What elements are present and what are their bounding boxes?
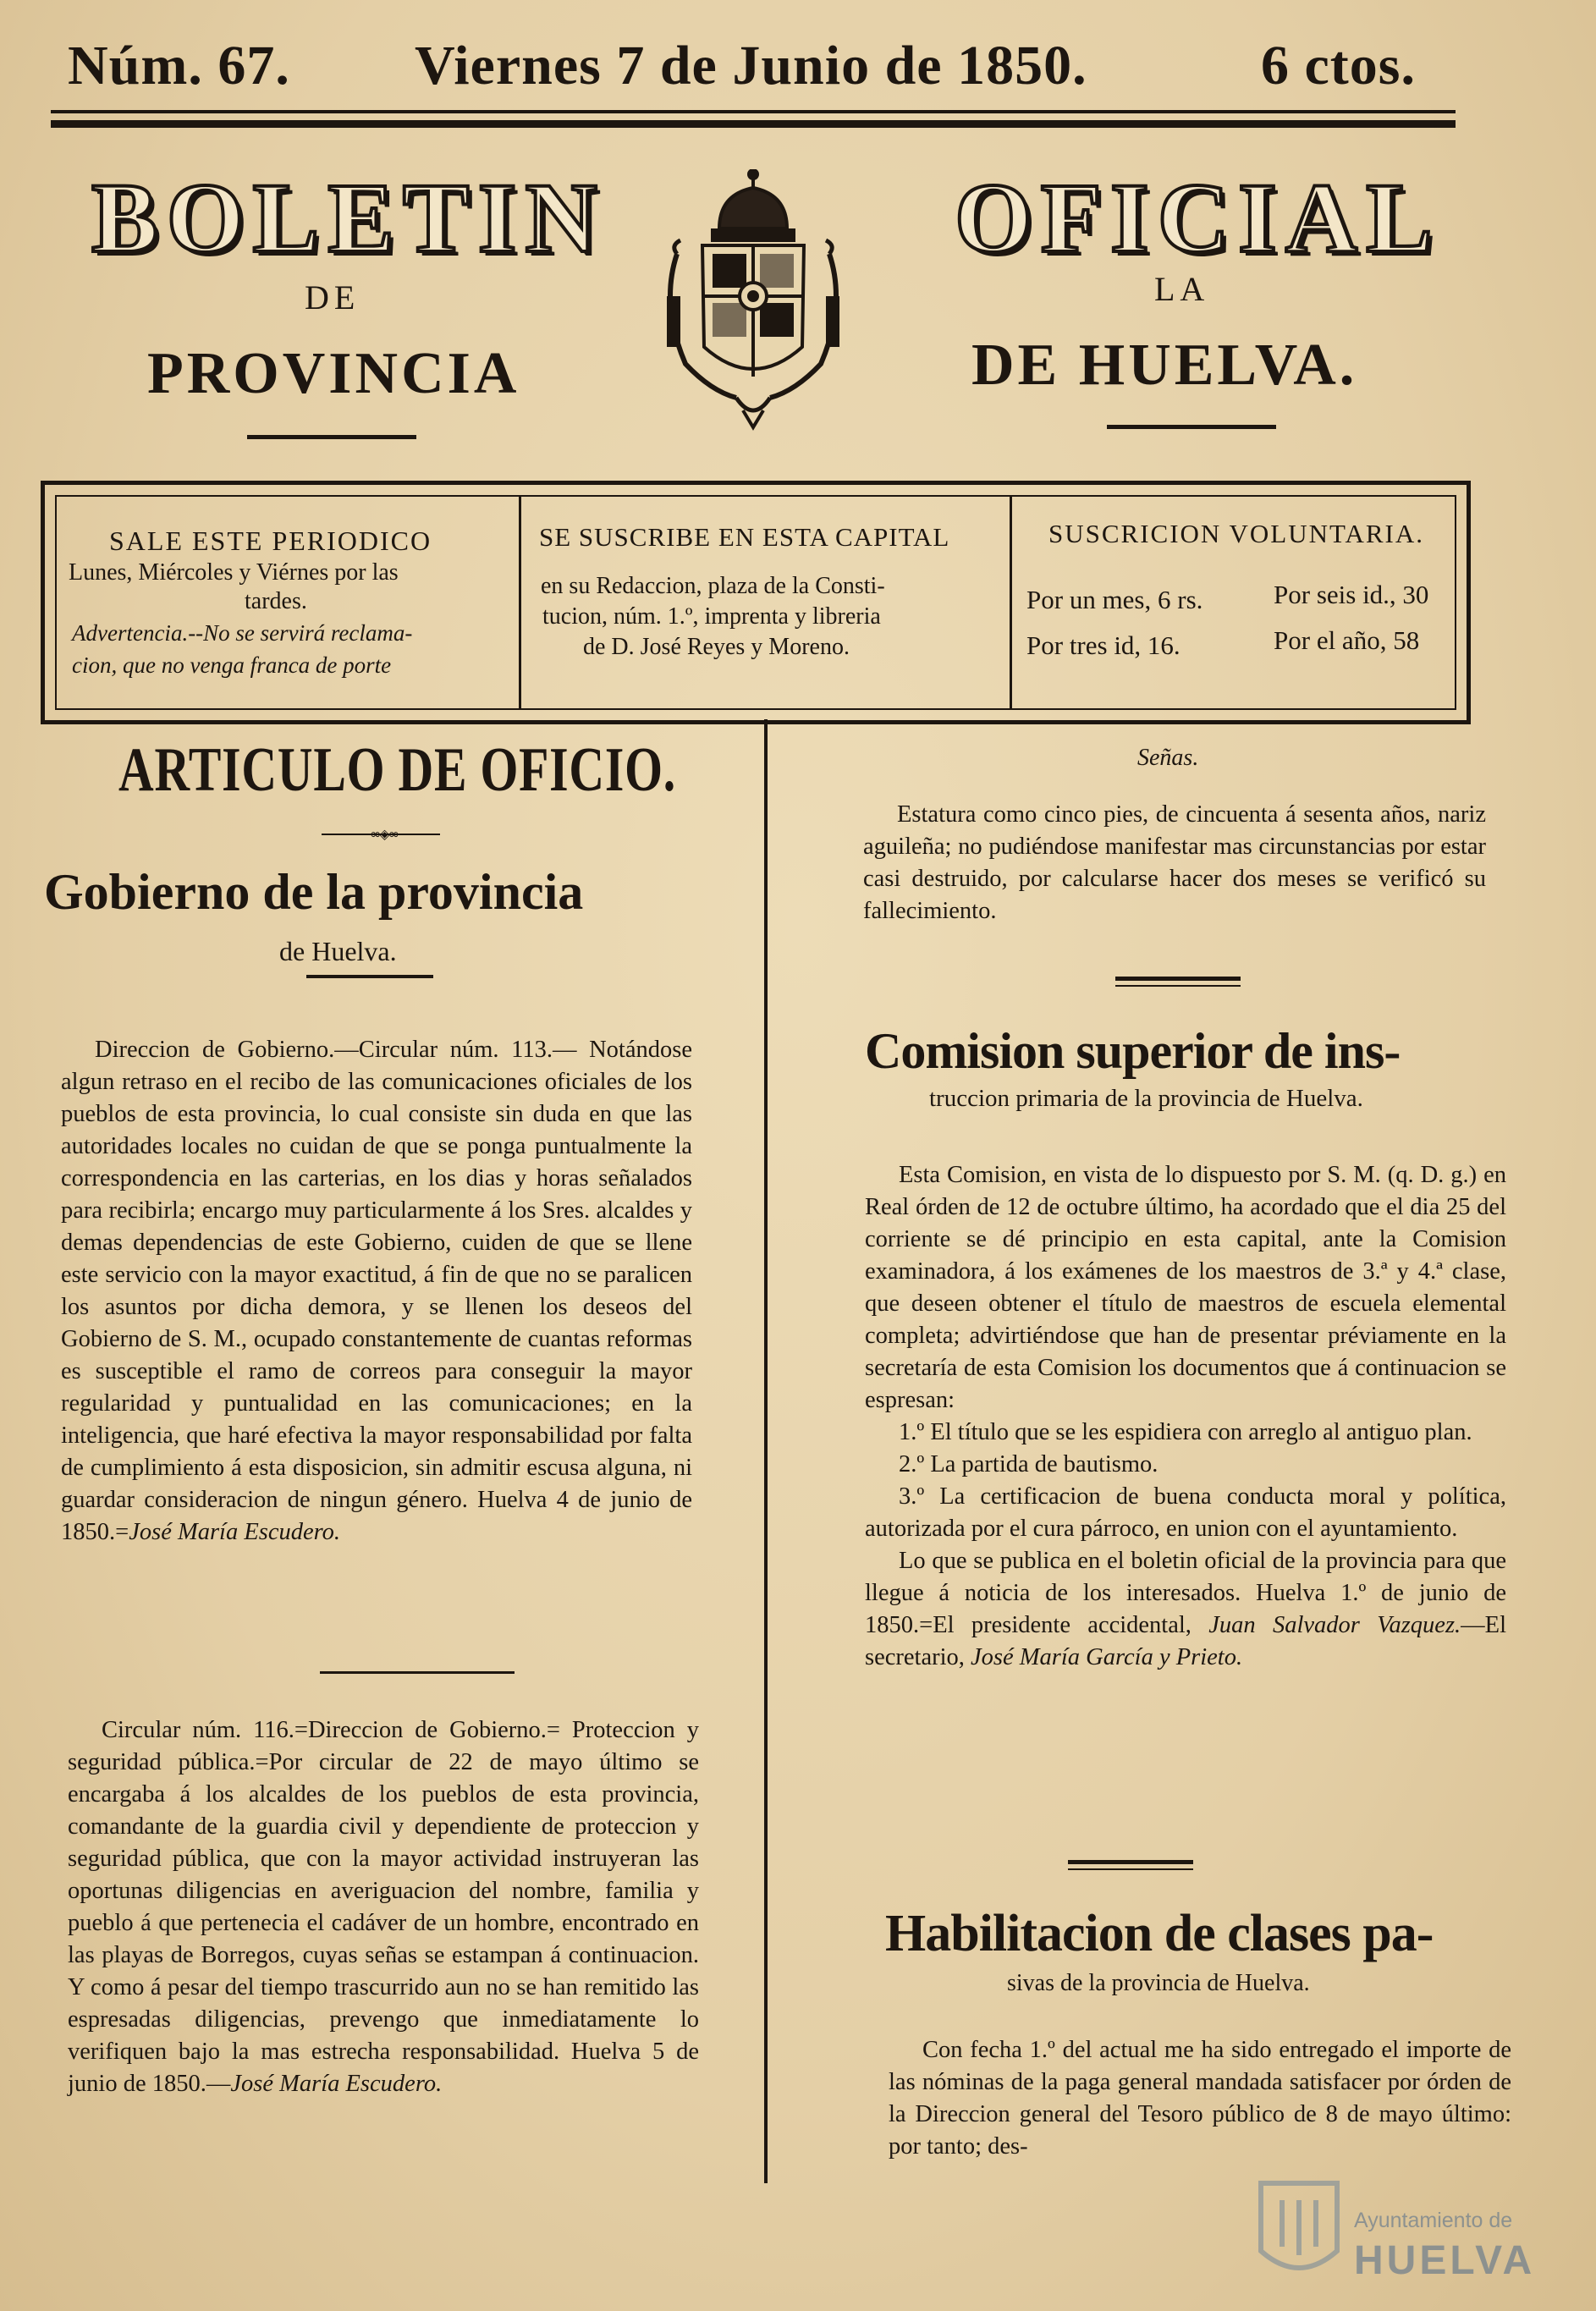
sale-days-line-2: tardes. xyxy=(245,588,307,614)
suscribe-line-1: en su Redaccion, plaza de la Consti- xyxy=(541,573,885,599)
circular-116 xyxy=(68,1714,699,2100)
watermark-line-1: Ayuntamiento de xyxy=(1354,2209,1513,2232)
comision-item-2: 2.º La partida de bautismo. xyxy=(899,1451,1158,1477)
sale-warning-line-1: Advertencia.--No se servirá reclama- xyxy=(72,620,413,646)
comision-closing: Lo que se publica en el boletin oficial de la provincia para que llegue á noticia de los interesados. Huelva 1.º de junio de 1850.=El presidente accidental, xyxy=(865,1548,1506,1638)
masthead-de: DE xyxy=(305,278,360,316)
ornament-double-rule-2a xyxy=(1068,1860,1193,1864)
price-one-year: Por el año, 58 xyxy=(1274,625,1420,655)
suscribe-line-3: de D. José Reyes y Moreno. xyxy=(583,634,850,660)
gobierno-subtitle: de Huelva. xyxy=(279,936,397,966)
ornament-double-rule-2b xyxy=(1068,1868,1193,1870)
price-six-months: Por seis id., 30 xyxy=(1274,580,1429,609)
subscription-info-box xyxy=(41,481,1471,724)
masthead-word-right: OFICIAL xyxy=(955,162,1441,273)
comision-item-1: 1.º El título que se les espidiera con arreglo al antiguo plan. xyxy=(899,1419,1472,1445)
issue-price: 6 ctos. xyxy=(1261,35,1416,96)
habilitacion-title: Habilitacion de clases pa- xyxy=(885,1905,1434,1962)
issue-number: Núm. 67. xyxy=(68,35,290,96)
gobierno-title: Gobierno de la provincia xyxy=(44,864,584,920)
top-rule-thick xyxy=(51,120,1456,128)
circular-113-text: Direccion de Gobierno.—Circular núm. 113.— Notándose algun retraso en el recibo de las comunicaciones oficiales de los pueblos de esta provincia, lo cual consiste sin duda en que las autoridades locales no cuidan de que se ponga puntualmente la correspondencia en las carterias, en los dias y horas señalados para recibirla; encargo muy particularmente á los Sres. alcaldes y demas dependencias de este Gobierno, cuiden de que se llene este servicio con la mayor exactitud, á fin de que no se paralicen los asuntos por dicha demora, y se llenen los deseos del Gobierno de S. M., ocupado constantemente de cuantas reformas es susceptible el ramo de correos para conseguir la mayor regularidad y puntualidad en las comunicaciones; en la inteligencia, que haré efectiva la mayor responsabilidad por falta de cumplimiento á esta disposicion, sin admitir escusa alguna, ni guardar consideracion de ningun género. Huelva 4 de junio de 1850.= xyxy=(61,1037,692,1545)
senas-description xyxy=(863,799,1486,927)
circular-116-signature: José María Escudero. xyxy=(230,2071,443,2097)
ornament-double-rule-1b xyxy=(1115,985,1241,987)
comision-secretary: José María García y Prieto. xyxy=(971,1644,1243,1670)
suscricion-heading: SUSCRICION VOLUNTARIA. xyxy=(1048,519,1424,548)
comision-intro: Esta Comision, en vista de lo dispuesto por S. M. (q. D. g.) en Real órden de 12 de octubre último, ha acordado que el dia 25 del corriente se dé principio en esta capital, ante la Comision examinadora, á los exámenes de los maestros de 3.ª y 4.ª clase, que deseen obtener el título de maestros de escuela elemental completa; advirtiéndose que han de presentar préviamente en la secretaría de esta Comision los documentos que á continuacion se espresan: xyxy=(865,1162,1506,1413)
sale-days-line-1: Lunes, Miércoles y Viérnes por las xyxy=(69,559,399,586)
comision-secretary-label: —El secretario, xyxy=(865,1612,1506,1670)
comision-title: Comision superior de ins- xyxy=(865,1023,1401,1079)
suscribe-line-2: tucion, núm. 1.º, imprenta y libreria xyxy=(542,603,881,630)
masthead-provincia: PROVINCIA xyxy=(147,341,520,406)
habilitacion-subtitle: sivas de la provincia de Huelva. xyxy=(1007,1970,1310,1996)
gobierno-underline xyxy=(306,975,433,978)
separator-rule-left xyxy=(320,1671,515,1674)
masthead-underline-left xyxy=(247,435,416,439)
masthead-la: LA xyxy=(1154,270,1210,308)
circular-116-text: Circular núm. 116.=Direccion de Gobierno.= Proteccion y seguridad pública.=Por circular de 22 de mayo último se encargaba á los alcaldes de los pueblos de esta provincia, comandante de la guardia civil y dependiente de proteccion y seguridad pública, que con la mayor actividad instruyeran las oportunas diligencias en averiguacion del nombre, familia y pueblo á que pertenecia el cadáver de un hombre, encontrado en las playas de Borregos, cuyas señas se estampan á continuacion. Y como á pesar del tiempo trascurrido aun no se han remitido las espresadas diligencias, prevengo que inmediatamente lo verifiquen bajo la mas estrecha responsabilidad. Huelva 5 de junio de 1850.— xyxy=(68,1717,699,2097)
issue-line xyxy=(51,34,1456,110)
column-divider xyxy=(764,719,768,2183)
royal-coat-of-arms xyxy=(652,169,855,432)
ornament-double-rule-1a xyxy=(1115,977,1241,981)
comision-president: Juan Salvador Vazquez. xyxy=(1208,1612,1461,1638)
price-three-months: Por tres id, 16. xyxy=(1026,630,1180,660)
comision-body xyxy=(865,1159,1506,1674)
masthead-underline-right xyxy=(1107,425,1276,429)
comision-item-3: 3.º La certificacion de buena conducta moral y política, autorizada por el cura párroco, en union con el ayuntamiento. xyxy=(865,1483,1506,1542)
issue-date: Viernes 7 de Junio de 1850. xyxy=(415,35,1087,96)
sale-warning-line-2: cion, que no venga franca de porte xyxy=(72,652,392,678)
info-box-divider-1 xyxy=(519,495,521,710)
sale-heading: SALE ESTE PERIODICO xyxy=(109,525,432,556)
comision-subtitle: truccion primaria de la provincia de Huelva. xyxy=(929,1085,1363,1112)
senas-label: Señas. xyxy=(1137,745,1199,771)
price-one-month: Por un mes, 6 rs. xyxy=(1026,585,1203,614)
masthead-de-huelva: DE HUELVA. xyxy=(971,333,1358,398)
section-title: ARTICULO DE OFICIO. xyxy=(118,735,677,805)
top-rule xyxy=(51,110,1456,113)
info-box-divider-2 xyxy=(1010,495,1012,710)
ornament-flourish: ∞◈∞ xyxy=(370,826,398,842)
circular-113 xyxy=(61,1034,692,1549)
watermark-line-2: HUELVA xyxy=(1354,2238,1536,2283)
suscribe-heading: SE SUSCRIBE EN ESTA CAPITAL xyxy=(539,522,950,552)
masthead-word-left: BOLETIN xyxy=(91,162,606,273)
habilitacion-body xyxy=(889,2034,1511,2163)
habilitacion-text: Con fecha 1.º del actual me ha sido entregado el importe de las nóminas de la paga general mandada satisfacer por órden de la Direccion general del Tesoro público de 8 de mayo último: por tanto; des- xyxy=(889,2037,1511,2160)
circular-113-signature: José María Escudero. xyxy=(129,1519,341,1545)
senas-text: Estatura como cinco pies, de cincuenta á sesenta años, nariz aguileña; no pudiéndose manifestar mas circunstancias por estar casi destruido, por calcularse hacer dos meses se verificó su fallecimiento. xyxy=(863,801,1486,924)
